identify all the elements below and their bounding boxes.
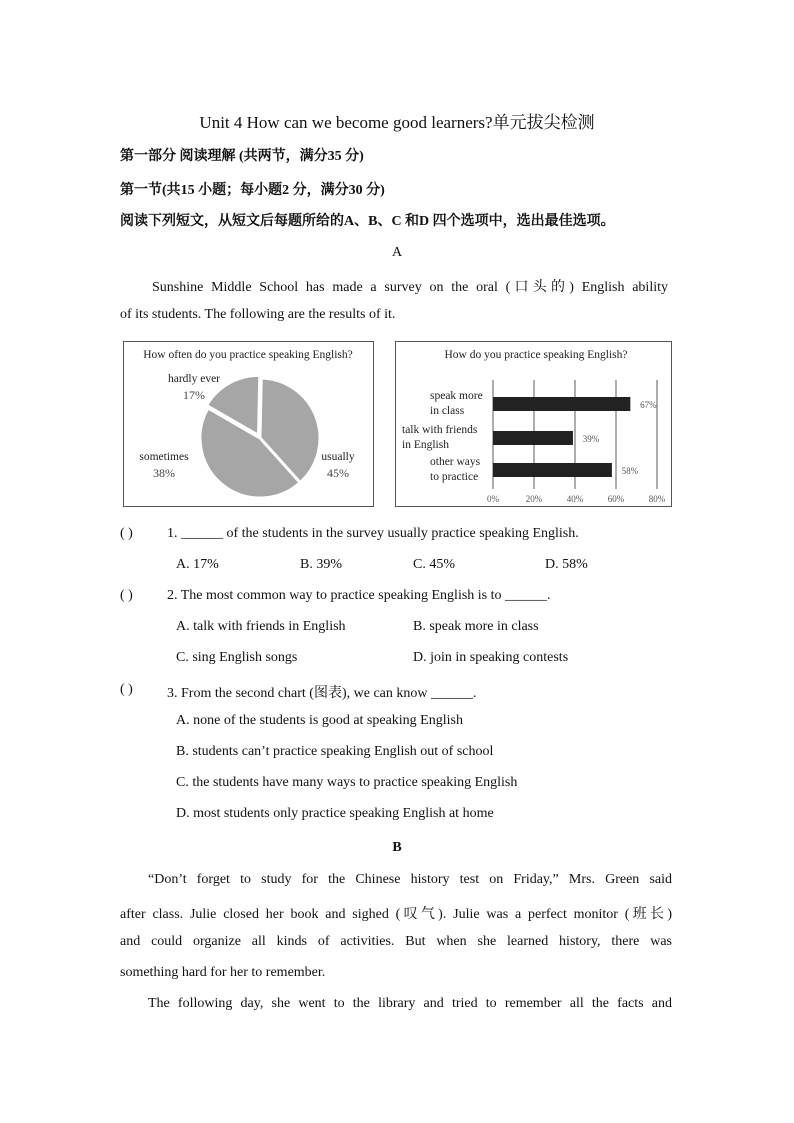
- answer-blank[interactable]: ( ): [120, 682, 133, 697]
- option-c: C. sing English songs: [176, 650, 298, 665]
- question-stem: 1. ______ of the students in the survey usually practice speaking English.: [167, 526, 579, 541]
- option-d: D. most students only practice speaking English at home: [176, 806, 494, 821]
- option-d: D. 58%: [545, 557, 588, 572]
- option-c: C. 45%: [413, 557, 455, 572]
- instruction-text: 阅读下列短文，从短文后每题所给的A、B、C 和D 四个选项中，选出最佳选项。: [120, 214, 615, 229]
- bar-value-talk-with-friends: 39%: [582, 434, 600, 444]
- bar-value-speak-more: 67%: [640, 400, 657, 410]
- pie-chart: [123, 341, 374, 507]
- bar-chart: [395, 341, 672, 507]
- x-tick-label: 80%: [648, 494, 666, 504]
- option-a: A. 17%: [176, 557, 219, 572]
- answer-blank[interactable]: ( ): [120, 526, 133, 541]
- passage-a-line: Sunshine Middle School has made a survey on the oral (口头的) English ability: [152, 280, 668, 295]
- passage-b-line: after class. Julie closed her book and sighed (叹气). Julie was a perfect monitor (班长): [120, 907, 672, 922]
- pie-chart-svg: [124, 342, 373, 506]
- bar-category-label: in class: [430, 405, 465, 417]
- option-b: B. speak more in class: [413, 619, 539, 634]
- option-a: A. talk with friends in English: [176, 619, 346, 634]
- pie-chart-title: How often do you practice speaking English?: [143, 349, 353, 361]
- pie-label-usually: usually: [321, 451, 355, 463]
- bar-category-label: other ways: [430, 456, 481, 468]
- x-tick-label: 40%: [566, 494, 584, 504]
- x-tick-label: 60%: [607, 494, 625, 504]
- passage-b-line: “Don’t forget to study for the Chinese history test on Friday,” Mrs. Green said: [148, 872, 672, 887]
- passage-a-line: of its students. The following are the results of it.: [120, 307, 396, 322]
- passage-b-heading: B: [392, 840, 402, 855]
- option-a: A. none of the students is good at speaking English: [176, 713, 463, 728]
- bar-speak-more: [493, 397, 630, 411]
- bar-category-label: speak more: [430, 390, 483, 402]
- answer-blank[interactable]: ( ): [120, 588, 133, 603]
- bar-value-other-ways: 58%: [621, 466, 639, 476]
- x-tick-label: 0%: [487, 494, 499, 504]
- pie-value-sometimes: 38%: [153, 466, 175, 480]
- section-heading: 第一节(共15 小题；每小题2 分，满分30 分): [120, 183, 385, 198]
- bar-category-label: talk with friends: [402, 424, 478, 436]
- bar-category-label: to practice: [430, 471, 479, 483]
- x-tick-label: 20%: [525, 494, 543, 504]
- passage-a-heading: A: [391, 245, 403, 260]
- option-d: D. join in speaking contests: [413, 650, 569, 665]
- question-stem: 3. From the second chart (图表), we can know ______.: [167, 686, 477, 701]
- option-c: C. the students have many ways to practice speaking English: [176, 775, 518, 790]
- question-stem: 2. The most common way to practice speaking English is to ______.: [167, 588, 551, 603]
- part-heading: 第一部分 阅读理解 (共两节，满分35 分): [120, 149, 364, 164]
- bar-category-label: in English: [402, 439, 449, 451]
- page-title: Unit 4 How can we become good learners?单元拔尖检测: [199, 113, 595, 132]
- pie-value-hardly-ever: 17%: [183, 388, 205, 402]
- pie-value-usually: 45%: [327, 466, 349, 480]
- bar-other-ways: [493, 463, 612, 477]
- option-b: B. students can’t practice speaking English out of school: [176, 744, 494, 759]
- bar-chart-svg: [396, 342, 671, 506]
- pie-label-sometimes: sometimes: [139, 451, 189, 463]
- passage-b-line: something hard for her to remember.: [120, 965, 326, 980]
- option-b: B. 39%: [300, 557, 342, 572]
- passage-b-line: and could organize all kinds of activities. But when she learned history, there was: [120, 934, 672, 949]
- pie-label-hardly-ever: hardly ever: [167, 373, 221, 385]
- bar-chart-title: How do you practice speaking English?: [444, 349, 628, 361]
- bar-talk-with-friends: [493, 431, 573, 445]
- passage-b-line: The following day, she went to the library and tried to remember all the facts and: [148, 996, 672, 1011]
